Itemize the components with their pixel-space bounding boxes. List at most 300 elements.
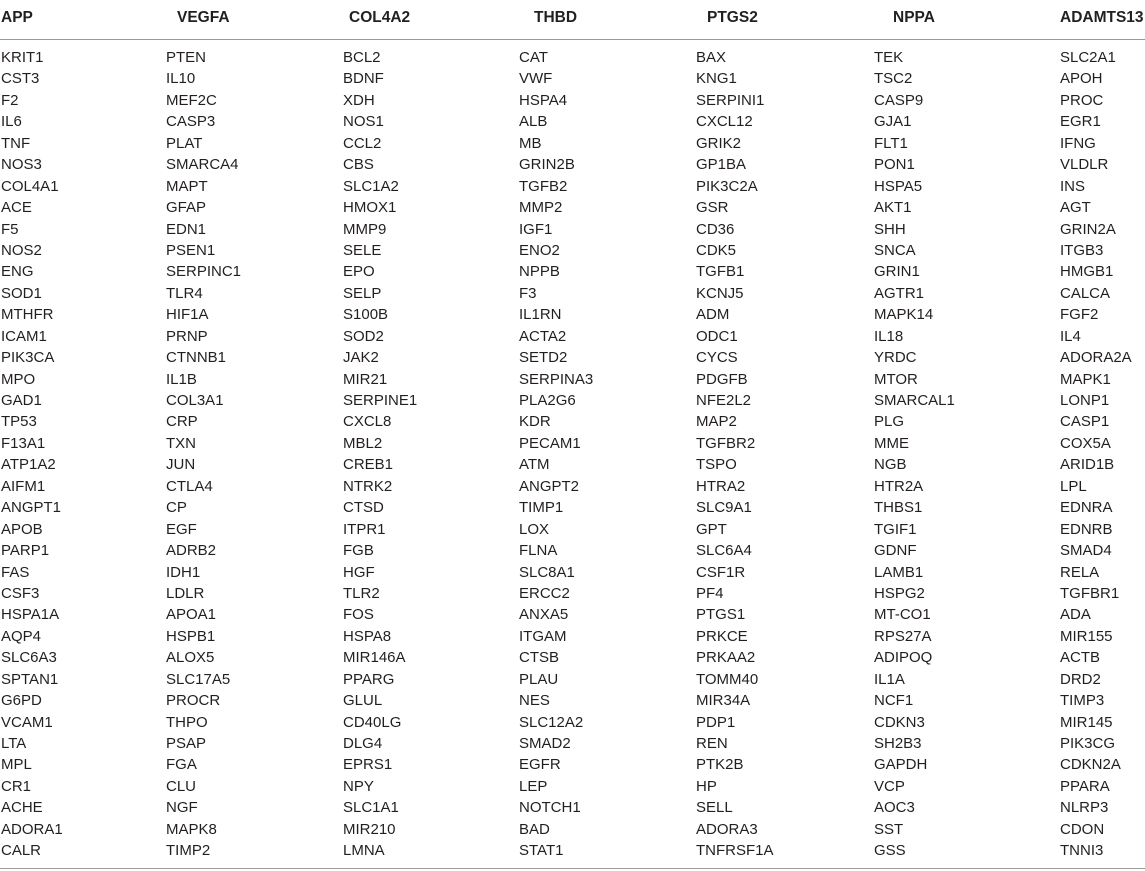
table-cell: F5 [1,220,19,238]
table-cell: ODC1 [696,327,738,345]
table-cell: AIFM1 [1,477,46,495]
table-cell: NOTCH1 [519,799,581,817]
table-cell: SERPINI1 [696,91,765,109]
table-cell: LAMB1 [874,563,924,581]
table-cell: EDNRA [1060,499,1113,517]
table-cell: CST3 [1,70,40,88]
table-cell: ADIPOQ [874,649,933,667]
table-cell: NOS3 [1,156,42,174]
table-cell: IL4 [1060,327,1081,345]
table-cell: GSS [874,842,906,860]
table-cell: TOMM40 [696,670,759,688]
table-cell: PRKCE [696,627,748,645]
table-cell: MAPK14 [874,306,934,324]
table-cell: GFAP [166,199,207,217]
table-cell: F13A1 [1,434,46,452]
table-cell: SMAD2 [519,735,571,752]
table-row [0,261,1145,282]
table-cell: HMOX1 [343,199,397,217]
column-header: VEGFA [177,9,230,26]
table-cell: THBS1 [874,499,923,517]
table-row [0,497,1145,518]
table-cell: NTRK2 [343,477,393,495]
table-cell: GPT [696,520,727,538]
table-cell: CDKN2A [1060,756,1121,774]
bottom-divider [0,868,1145,869]
table-row [0,519,1145,540]
table-cell: HSPA1A [1,606,60,624]
table-cell: NGB [874,456,907,474]
table-cell: YRDC [874,349,917,367]
table-cell: SMAD4 [1060,542,1112,560]
table-cell: RELA [1060,563,1100,581]
table-cell: SLC12A2 [519,713,584,731]
table-cell: EDN1 [166,220,207,238]
table-cell: G6PD [1,692,42,710]
table-cell: CASP1 [1060,413,1110,431]
table-cell: TNFRSF1A [696,842,774,860]
table-cell: IL18 [874,327,904,345]
table-cell: SLC17A5 [166,670,231,688]
table-cell: COL4A1 [1,177,59,195]
table-cell: TIMP3 [1060,692,1105,710]
table-cell: MIR210 [343,820,396,838]
table-cell: ENG [1,263,34,281]
table-cell: COX5A [1060,434,1111,452]
table-cell: FLT1 [874,134,908,152]
table-cell: MEF2C [166,91,217,109]
table-cell: CASP9 [874,91,924,109]
table-cell: SOD2 [343,327,384,345]
table-cell: ATP1A2 [1,456,56,474]
table-row [0,390,1145,411]
table-cell: MT-CO1 [874,606,931,624]
table-cell: CRP [166,413,198,431]
table-cell: IL1B [166,370,197,388]
table-cell: MAP2 [696,413,737,431]
table-cell: HP [696,777,717,795]
table-cell: IFNG [1060,134,1096,152]
table-cell: VWF [519,70,553,88]
table-row [0,733,1145,754]
table-cell: EGR1 [1060,113,1101,131]
table-cell: GLUL [343,692,383,710]
table-cell: PECAM1 [519,434,581,452]
table-cell: GJA1 [874,113,912,131]
table-cell: TXN [166,434,196,452]
table-cell: NLRP3 [1060,799,1109,817]
table-cell: AGTR1 [874,284,925,302]
table-cell: ERCC2 [519,584,570,602]
table-cell: ICAM1 [1,327,47,345]
column-header: NPPA [893,9,935,26]
table-row [0,347,1145,368]
table-cell: TGFB2 [519,177,568,195]
table-cell: HGF [343,563,375,581]
table-cell: THPO [166,713,208,731]
table-cell: ITPR1 [343,520,386,538]
table-cell: SST [874,820,904,838]
table-cell: MB [519,134,542,152]
table-cell: CYCS [696,349,738,367]
table-cell: HSPA5 [874,177,923,195]
table-cell: PSAP [166,735,207,752]
table-cell: HTR2A [874,477,924,495]
table-row [0,197,1145,218]
table-cell: BAD [519,820,550,838]
table-cell: PROCR [166,692,221,710]
table-cell: MMP2 [519,199,563,217]
table-cell: TSC2 [874,70,913,88]
table-cell: IL6 [1,113,22,131]
table-cell: BCL2 [343,49,381,66]
table-row [0,326,1145,347]
table-cell: PIK3C2A [696,177,758,195]
table-cell: PF4 [696,584,724,602]
table-cell: SELL [696,799,733,817]
table-cell: GRIK2 [696,134,742,152]
table-cell: TGFB1 [696,263,745,281]
table-cell: CSF1R [696,563,746,581]
table-cell: VCAM1 [1,713,53,731]
table-cell: IDH1 [166,563,201,581]
column-header: PTGS2 [707,9,758,26]
table-cell: GAD1 [1,392,42,409]
table-cell: PLA2G6 [519,392,576,409]
table-cell: GRIN1 [874,263,920,281]
table-cell: CP [166,499,187,517]
table-cell: MIR155 [1060,627,1113,645]
table-cell: TGFBR2 [696,434,756,452]
table-cell: JAK2 [343,349,379,367]
table-cell: PTK2B [696,756,744,774]
table-cell: DRD2 [1060,670,1101,688]
table-body [0,47,1145,862]
table-cell: ANGPT2 [519,477,580,495]
table-cell: PIK3CA [1,349,55,367]
table-cell: MPL [1,756,32,774]
table-cell: KCNJ5 [696,284,744,302]
table-row [0,304,1145,325]
table-row [0,283,1145,304]
table-cell: HSPG2 [874,584,925,602]
table-row [0,111,1145,132]
table-cell: PIK3CG [1060,735,1116,752]
table-cell: HMGB1 [1060,263,1114,281]
table-row [0,176,1145,197]
table-cell: FGF2 [1060,306,1099,324]
table-cell: NOS2 [1,241,42,259]
table-cell: AOC3 [874,799,915,817]
table-cell: CDK5 [696,241,737,259]
table-cell: ACTA2 [519,327,567,345]
table-cell: MPO [1,370,36,388]
table-cell: REN [696,735,728,752]
table-cell: TGFBR1 [1060,584,1120,602]
table-cell: TIMP2 [166,842,211,860]
table-cell: PON1 [874,156,915,174]
table-cell: PLAT [166,134,203,152]
table-row [0,240,1145,261]
table-cell: SH2B3 [874,735,922,752]
table-cell: SERPINE1 [343,392,418,409]
table-cell: CCL2 [343,134,382,152]
table-cell: MMP9 [343,220,387,238]
table-cell: TIMP1 [519,499,564,517]
table-row [0,797,1145,818]
table-cell: KDR [519,413,551,431]
table-cell: HIF1A [166,306,209,324]
table-cell: INS [1060,177,1086,195]
table-cell: ACTB [1060,649,1101,667]
table-cell: CTSD [343,499,384,517]
table-cell: TNF [1,134,31,152]
table-cell: TNNI3 [1060,842,1104,860]
table-cell: EGFR [519,756,561,774]
table-cell: NCF1 [874,692,914,710]
table-cell: LOX [519,520,550,538]
table-cell: TGIF1 [874,520,917,538]
table-cell: EPO [343,263,375,281]
table-row [0,712,1145,733]
table-cell: TLR2 [343,584,380,602]
table-cell: ATM [519,456,550,474]
table-cell: SPTAN1 [1,670,59,688]
table-cell: FGA [166,756,197,774]
table-row [0,776,1145,797]
table-cell: STAT1 [519,842,564,860]
table-cell: TSPO [696,456,737,474]
table-row [0,433,1145,454]
table-cell: CTLA4 [166,477,213,495]
table-cell: FAS [1,563,30,581]
table-row [0,626,1145,647]
table-cell: AKT1 [874,199,912,217]
column-header: APP [1,9,33,26]
table-cell: ITGAM [519,627,567,645]
table-cell: BDNF [343,70,384,88]
table-cell: TLR4 [166,284,203,302]
table-cell: DLG4 [343,735,383,752]
table-cell: PLG [874,413,905,431]
table-cell: ENO2 [519,241,560,259]
table-cell: APOB [1,520,43,538]
table-cell: PDGFB [696,370,748,388]
table-cell: NES [519,692,550,710]
table-cell: TP53 [1,413,37,431]
table-cell: SELP [343,284,382,302]
table-cell: VCP [874,777,905,795]
table-cell: MAPK1 [1060,370,1111,388]
table-cell: GDNF [874,542,917,560]
table-cell: FGB [343,542,374,560]
table-cell: SMARCAL1 [874,392,955,409]
table-cell: KRIT1 [1,49,44,66]
table-row [0,669,1145,690]
table-cell: ALOX5 [166,649,215,667]
table-cell: TEK [874,49,904,66]
table-cell: IL10 [166,70,196,88]
table-cell: NPPB [519,263,560,281]
table-cell: LDLR [166,584,205,602]
table-cell: SLC2A1 [1060,49,1116,66]
column-header: COL4A2 [349,9,411,26]
table-cell: SMARCA4 [166,156,239,174]
table-cell: ANXA5 [519,606,569,624]
table-cell: IL1RN [519,306,562,324]
table-cell: CASP3 [166,113,216,131]
table-cell: PRNP [166,327,208,345]
table-cell: MIR34A [696,692,751,710]
table-cell: ACE [1,199,32,217]
table-cell: LONP1 [1060,392,1110,409]
table-cell: CLU [166,777,197,795]
table-cell: SNCA [874,241,916,259]
table-cell: GRIN2B [519,156,575,174]
table-row [0,647,1145,668]
table-row [0,604,1145,625]
table-row [0,68,1145,89]
table-cell: PSEN1 [166,241,216,259]
table-cell: MIR146A [343,649,406,667]
table-row [0,154,1145,175]
table-cell: ACHE [1,799,43,817]
table-cell: CAT [519,49,548,66]
table-cell: GSR [696,199,729,217]
table-cell: PPARG [343,670,395,688]
table-cell: GP1BA [696,156,747,174]
table-cell: SLC9A1 [696,499,752,517]
table-cell: ALB [519,113,548,131]
table-cell: NGF [166,799,198,817]
table-cell: NPY [343,777,374,795]
table-cell: CTSB [519,649,560,667]
table-cell: FLNA [519,542,558,560]
table-cell: XDH [343,91,375,109]
table-cell: HSPA8 [343,627,392,645]
table-cell: ADORA1 [1,820,63,838]
table-cell: CXCL8 [343,413,392,431]
table-cell: HSPB1 [166,627,216,645]
table-cell: S100B [343,306,389,324]
table-cell: NOS1 [343,113,384,131]
table-cell: GAPDH [874,756,928,774]
table-cell: ADORA3 [696,820,758,838]
table-cell: SLC1A1 [343,799,399,817]
table-cell: MME [874,434,909,452]
table-cell: EPRS1 [343,756,393,774]
table-cell: MTHFR [1,306,54,324]
table-cell: PTGS1 [696,606,746,624]
table-cell: MBL2 [343,434,383,452]
table-cell: SLC8A1 [519,563,575,581]
table-cell: IGF1 [519,220,553,238]
table-cell: LEP [519,777,548,795]
table-cell: CXCL12 [696,113,753,131]
table-row [0,90,1145,111]
table-cell: CDKN3 [874,713,925,731]
table-cell: ITGB3 [1060,241,1104,259]
table-cell: JUN [166,456,196,474]
table-cell: CR1 [1,777,32,795]
table-row [0,819,1145,840]
table-cell: IL1A [874,670,905,688]
table-cell: EDNRB [1060,520,1113,538]
table-cell: MIR145 [1060,713,1113,731]
table-row [0,540,1145,561]
table-cell: SERPINC1 [166,263,242,281]
table-cell: MIR21 [343,370,388,388]
table-cell: LTA [1,735,27,752]
table-cell: EGF [166,520,197,538]
table-cell: MAPK8 [166,820,217,838]
table-row [0,476,1145,497]
table-cell: PDP1 [696,713,736,731]
table-cell: HSPA4 [519,91,568,109]
table-cell: COL3A1 [166,392,224,409]
table-cell: ADORA2A [1060,349,1132,367]
header-divider [0,39,1145,40]
table-cell: CREB1 [343,456,394,474]
table-cell: LPL [1060,477,1087,495]
table-row [0,840,1145,861]
table-cell: CDON [1060,820,1105,838]
table-cell: ADA [1060,606,1091,624]
table-cell: LMNA [343,842,385,860]
table-cell: NFE2L2 [696,392,752,409]
table-row [0,411,1145,432]
table-cell: RPS27A [874,627,932,645]
table-cell: CALCA [1060,284,1111,302]
table-cell: VLDLR [1060,156,1109,174]
table-header-row [0,6,1145,32]
table-cell: FOS [343,606,374,624]
table-cell: HTRA2 [696,477,746,495]
table-cell: ADM [696,306,730,324]
table-row [0,454,1145,475]
table-cell: F3 [519,284,537,302]
column-header: ADAMTS13 [1060,9,1144,26]
table-cell: CD40LG [343,713,402,731]
table-cell: MAPT [166,177,208,195]
table-cell: SLC1A2 [343,177,399,195]
table-cell: CBS [343,156,374,174]
table-cell: ANGPT1 [1,499,62,517]
table-row [0,690,1145,711]
column-header: THBD [534,9,578,26]
table-cell: ADRB2 [166,542,217,560]
table-row [0,133,1145,154]
table-row [0,583,1145,604]
table-cell: F2 [1,91,19,109]
table-row [0,369,1145,390]
table-cell: CSF3 [1,584,40,602]
table-cell: SLC6A4 [696,542,752,560]
table-cell: APOA1 [166,606,217,624]
table-cell: PARP1 [1,542,50,560]
table-row [0,754,1145,775]
table-cell: SETD2 [519,349,568,367]
table-cell: SELE [343,241,382,259]
table-cell: ARID1B [1060,456,1115,474]
table-cell: APOH [1060,70,1103,88]
table-cell: CTNNB1 [166,349,227,367]
table-cell: AQP4 [1,627,42,645]
table-row [0,47,1145,68]
table-cell: CALR [1,842,42,860]
table-cell: AGT [1060,199,1091,217]
table-cell: BAX [696,49,727,66]
